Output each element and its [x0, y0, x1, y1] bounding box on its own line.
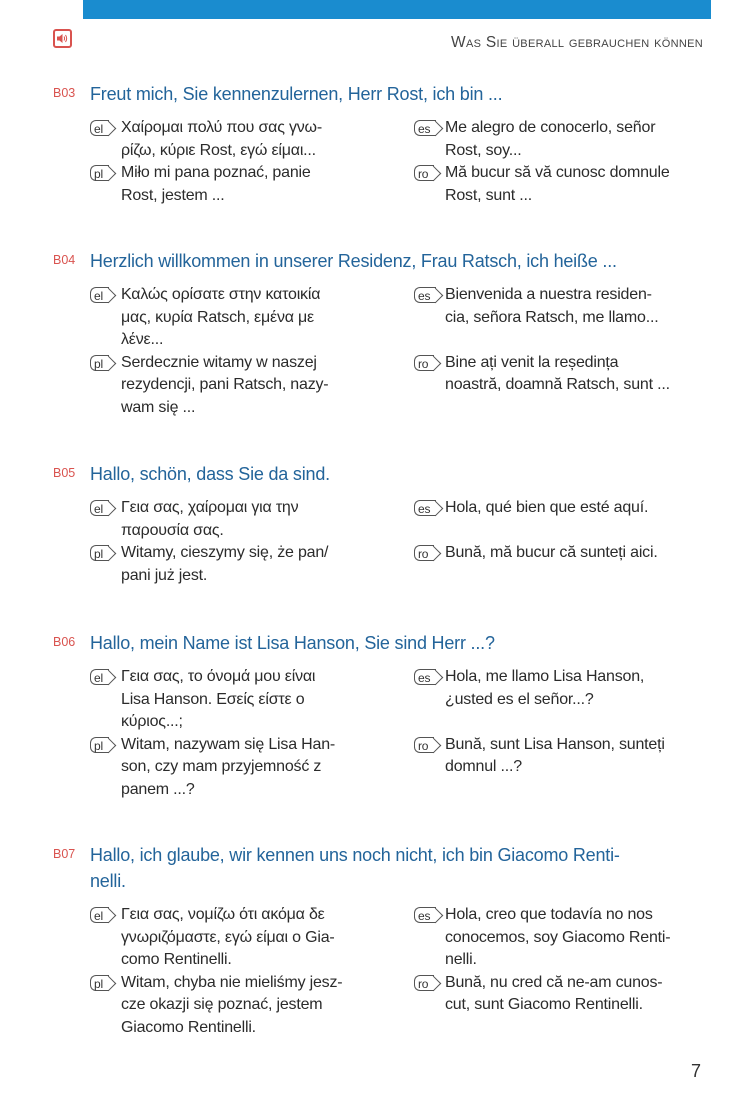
translation-text: Χαίρομαι πολύ που σας γνω- ρίζω, κύριε Rost, εγώ είμαι...	[121, 119, 322, 159]
translation-ro	[414, 162, 714, 207]
translations-grid	[90, 904, 713, 1039]
phrase-section	[53, 842, 713, 1039]
phrase-title: Hallo, ich glaube, wir kennen uns noch nicht, ich bin Giacomo Renti- nelli.	[90, 845, 620, 891]
translation-ro	[414, 542, 714, 587]
chapter-heading: Was Sie überall gebrauchen können	[451, 34, 703, 51]
language-tag: es	[414, 287, 436, 303]
language-tag: pl	[90, 737, 109, 753]
translation-text: Bună, nu cred că ne-am cunos- cut, sunt Giacomo Rentinelli.	[445, 973, 663, 1013]
translation-ro	[414, 972, 714, 1040]
phrase-title: Herzlich willkommen in unserer Residenz, Frau Ratsch, ich heiße ...	[90, 251, 617, 271]
translation-es	[414, 117, 714, 162]
translation-text: Hola, me llamo Lisa Hanson, ¿usted es el señor...?	[445, 668, 645, 708]
language-tag: ro	[414, 545, 434, 561]
translation-es	[414, 666, 714, 734]
translation-text: Γεια σας, το όνομά μου είναι Lisa Hanson. Εσείς είστε ο κύριος...;	[121, 668, 316, 730]
language-tag: es	[414, 907, 436, 923]
phrase-code: B05	[53, 466, 76, 480]
phrase-section	[53, 630, 713, 801]
translation-text: Witam, chyba nie mieliśmy jesz- cze okazji się poznać, jestem Giacomo Rentinelli.	[121, 973, 343, 1036]
language-tag: pl	[90, 545, 109, 561]
language-tag: es	[414, 500, 436, 516]
translation-text: Witamy, cieszymy się, że pan/ pani już jest.	[121, 544, 329, 584]
translation-pl	[90, 352, 414, 420]
language-tag: el	[90, 120, 109, 136]
phrase-title: Hallo, mein Name ist Lisa Hanson, Sie sind Herr ...?	[90, 633, 495, 653]
phrase-code: B06	[53, 635, 76, 649]
translation-ro	[414, 352, 714, 420]
translations-grid	[90, 284, 713, 419]
language-tag: ro	[414, 355, 434, 371]
translations-grid	[90, 497, 713, 587]
audio-speaker-icon[interactable]	[53, 29, 72, 48]
translations-grid	[90, 666, 713, 801]
language-tag: es	[414, 120, 436, 136]
language-tag: ro	[414, 165, 434, 181]
translation-text: Hola, creo que todavía no nos conocemos, soy Giacomo Renti- nelli.	[445, 906, 671, 968]
translation-el	[90, 904, 414, 972]
translation-el	[90, 666, 414, 734]
translation-text: Καλώς ορίσατε στην κατοικία μας, κυρία Ratsch, εμένα με λένε...	[121, 286, 321, 348]
translation-pl	[90, 542, 414, 587]
translation-pl	[90, 734, 414, 802]
translation-el	[90, 117, 414, 162]
language-tag: el	[90, 500, 109, 516]
phrase-code: B04	[53, 253, 76, 267]
phrase-section	[53, 461, 713, 587]
translation-es	[414, 284, 714, 352]
translations-grid	[90, 117, 713, 207]
translation-text: Hola, qué bien que esté aquí.	[445, 499, 649, 516]
language-tag: ro	[414, 975, 434, 991]
phrase-title: Hallo, schön, dass Sie da sind.	[90, 464, 330, 484]
translation-text: Mă bucur să vă cunosc domnule Rost, sunt ...	[445, 164, 670, 204]
translation-text: Bună, sunt Lisa Hanson, sunteți domnul ...?	[445, 735, 665, 775]
translation-text: Γεια σας, χαίρομαι για την παρουσία σας.	[121, 499, 299, 539]
language-tag: pl	[90, 165, 109, 181]
language-tag: el	[90, 287, 109, 303]
phrase-code: B07	[53, 847, 76, 861]
translation-text: Bună, mă bucur că sunteți aici.	[445, 544, 658, 561]
translation-text: Γεια σας, νομίζω ότι ακόμα δε γνωριζόμαστε, εγώ είμαι ο Gia- como Rentinelli.	[121, 906, 335, 968]
header-color-bar	[83, 0, 711, 19]
translation-text: Bine ați venit la reședința noastră, doamnă Ratsch, sunt ...	[445, 353, 670, 393]
translation-el	[90, 497, 414, 542]
language-tag: el	[90, 669, 109, 685]
translation-el	[90, 284, 414, 352]
language-tag: pl	[90, 355, 109, 371]
language-tag: ro	[414, 737, 434, 753]
translation-pl	[90, 972, 414, 1040]
translation-ro	[414, 734, 714, 802]
translation-es	[414, 904, 714, 972]
translation-text: Miło mi pana poznać, panie Rost, jestem ...	[121, 164, 311, 204]
translation-text: Serdecznie witamy w naszej rezydencji, pani Ratsch, nazy- wam się ...	[121, 353, 329, 416]
translation-text: Witam, nazywam się Lisa Han- son, czy mam przyjemność z panem ...?	[121, 735, 336, 798]
phrase-title: Freut mich, Sie kennenzulernen, Herr Rost, ich bin ...	[90, 84, 503, 104]
phrase-code: B03	[53, 86, 76, 100]
translation-text: Me alegro de conocerlo, señor Rost, soy...	[445, 119, 656, 159]
phrase-section	[53, 81, 713, 207]
language-tag: pl	[90, 975, 109, 991]
language-tag: el	[90, 907, 109, 923]
translation-pl	[90, 162, 414, 207]
translation-es	[414, 497, 714, 542]
translation-text: Bienvenida a nuestra residen- cia, señora Ratsch, me llamo...	[445, 286, 659, 326]
page-number: 7	[691, 1061, 702, 1081]
language-tag: es	[414, 669, 436, 685]
phrase-section	[53, 248, 713, 419]
